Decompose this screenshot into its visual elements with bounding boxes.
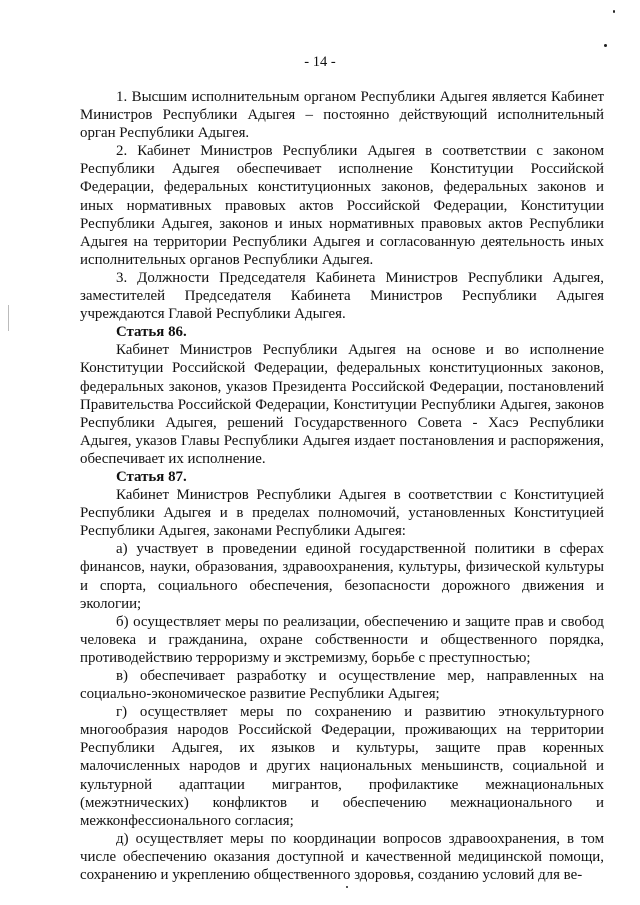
page-number: - 14 -: [304, 54, 336, 70]
scan-speck: [346, 886, 348, 888]
paragraph-item-v: в) обеспечивает разработку и осуществление мер, направленных на социально-экономическое развитие Республики Адыгея;: [80, 668, 604, 703]
article-86-heading: Статья 86.: [116, 324, 187, 341]
article-87-heading: Статья 87.: [116, 468, 187, 485]
paragraph-clause-3: 3. Должности Председателя Кабинета Министров Республики Адыгея, заместителей Председателя Кабинета Министров Республики Адыгея учреждаются Главой Республики Адыгея.: [80, 269, 604, 323]
paragraph-article-86: Кабинет Министров Республики Адыгея на основе и во исполнение Конституции Российской Федерации, федеральных конституционных законов, федеральных законов, указов Президента Российской Федерации, постановлений Правительства Российской Федерации, Конституции Республики Адыгея, законов Республики Адыгея, решений Государственного Совета - Хасэ Республики Адыгея, указов Главы Республики Адыгея издает постановления и распоряжения, обеспечивает их исполнение.: [80, 342, 604, 467]
paragraph-item-a: а) участвует в проведении единой государственной политики в сферах финансов, науки, образования, здравоохранения, культуры, физической культуры и спорта, социального обеспечения, безопасности дорожного движения и экологии;: [80, 541, 604, 612]
document-body: [80, 88, 604, 884]
paragraph-item-b: б) осуществляет меры по реализации, обеспечению и защите прав и свобод человека и гражданина, охране собственности и общественного порядка, противодействию терроризму и экстремизму, борьбе с преступностью;: [80, 613, 604, 666]
scan-edge-mark: [8, 305, 9, 331]
scan-speck: [613, 10, 615, 13]
paragraph-article-87-intro: Кабинет Министров Республики Адыгея в соответствии с Конституцией Республики Адыгея и в пределах полномочий, установленных Конституцией Республики Адыгея, законами Республики Адыгея:: [80, 487, 604, 540]
paragraph-item-g: г) осуществляет меры по сохранению и развитию этнокультурного многообразия народов Российской Федерации, проживающих на территории Республики Адыгея, их языков и культуры, защите прав коренных малочисленных народов и других национальных меньшинств, социальной и культурной адаптации мигрантов, профилактике межнациональных (межэтнических) конфликтов и обеспечению межнационального и межконфессионального согласия;: [80, 704, 604, 829]
paragraph-clause-1: 1. Высшим исполнительным органом Республики Адыгея является Кабинет Министров Республики Адыгея – постоянно действующий исполнительный орган Республики Адыгея.: [80, 89, 604, 142]
paragraph-item-d: д) осуществляет меры по координации вопросов здравоохранения, в том числе обеспечению оказания доступной и качественной медицинской помощи, сохранению и укреплению общественного здоровья, созданию условий для ве-: [80, 830, 604, 884]
scan-speck: [604, 44, 607, 47]
paragraph-clause-2: 2. Кабинет Министров Республики Адыгея в соответствии с законом Республики Адыгея обеспечивает исполнение Конституции Российской Федерации, федеральных конституционных законов, федеральных законов и иных нормативных правовых актов Российской Федерации, Конституции Республики Адыгея, законов и иных нормативных правовых актов Республики Адыгея на территории Республики Адыгея и согласованную деятельность иных исполнительных органов Республики Адыгея.: [80, 143, 604, 268]
